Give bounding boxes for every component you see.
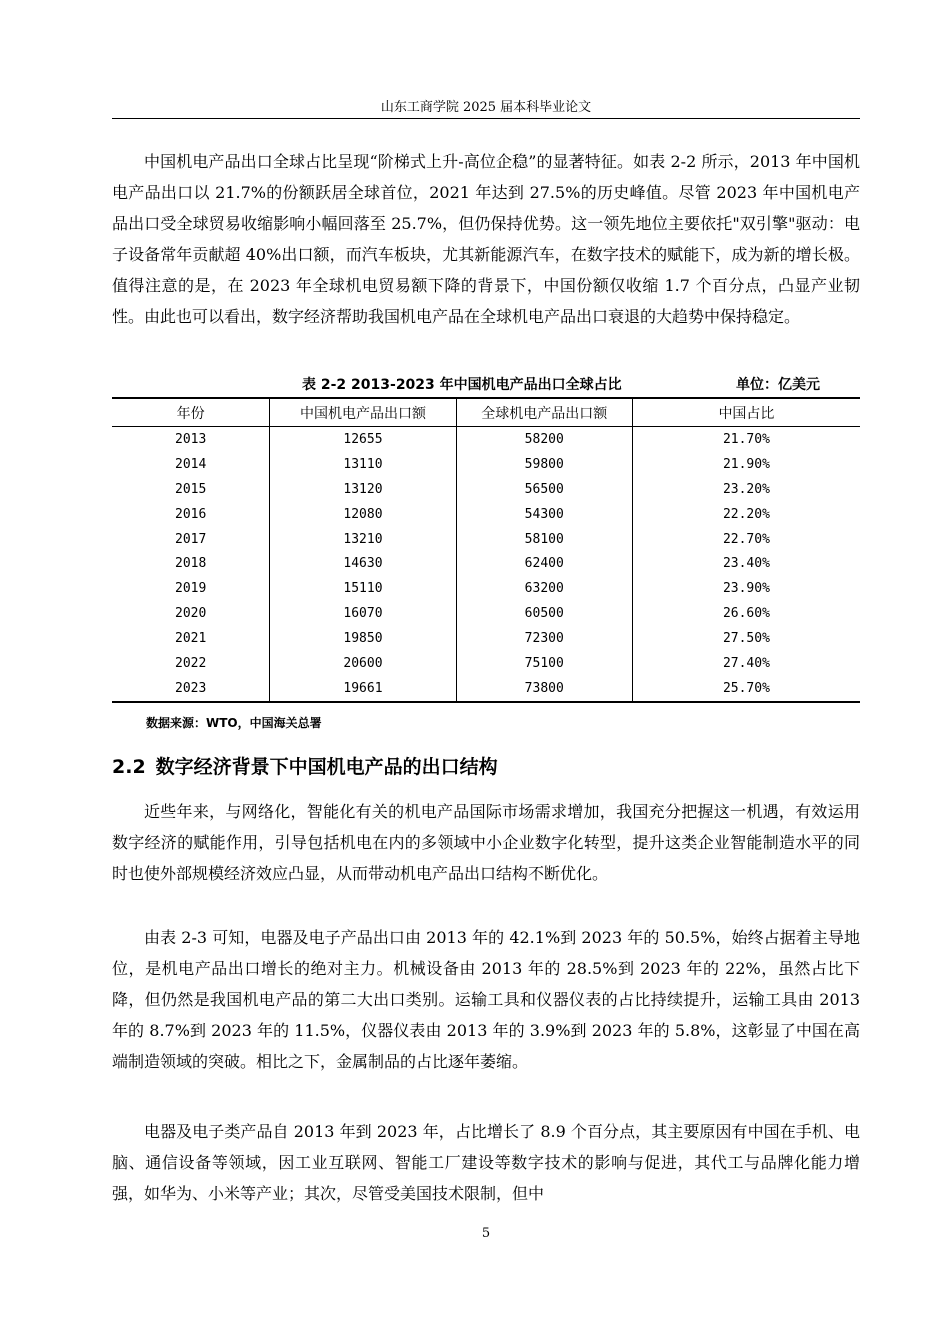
cell-year: 2023	[112, 676, 270, 702]
cell-china-export: 14630	[270, 551, 456, 576]
table-row	[112, 576, 860, 601]
cell-global-export: 58200	[456, 427, 632, 452]
cell-china-share: 25.70%	[632, 676, 860, 702]
cell-china-export: 13110	[270, 452, 456, 477]
paragraph-3: 由表 2-3 可知，电器及电子产品出口由 2013 年的 42.1%到 2023 年的 50.5%，始终占据着主导地位，是机电产品出口增长的绝对主力。机械设备由 2013 年的 28.5%到 2023 年的 22%，虽然占比下降，但仍然是我国机电产品的第二大出口类别。运输工具和仪器仪表的占比持续提升，运输工具由 2013 年的 8.7%到 2023 年的 11.5%，仪器仪表由 2013 年的 3.9%到 2023 年的 5.8%，这彰显了中国在高端制造领域的突破。相比之下，金属制品的占比逐年萎缩。	[112, 928, 860, 1071]
paragraph-2: 近些年来，与网络化，智能化有关的机电产品国际市场需求增加，我国充分把握这一机遇，有效运用数字经济的赋能作用，引导包括机电在内的多领域中小企业数字化转型，提升这类企业智能制造水平的同时也使外部规模经济效应凸显，从而带动机电产品出口结构不断优化。	[112, 802, 860, 883]
cell-china-export: 12080	[270, 502, 456, 527]
cell-year: 2018	[175, 556, 207, 572]
table-caption-title: 表 2-2 2013-2023 年中国机电产品出口全球占比	[302, 377, 622, 393]
cell-year: 2017	[175, 531, 207, 547]
cell-china-share: 21.70%	[632, 427, 860, 452]
header-china-share: 中国占比	[632, 398, 860, 427]
header-china-export: 中国机电产品出口额	[270, 398, 456, 427]
cell-year: 2020	[175, 606, 207, 622]
section-number: 2.2	[112, 756, 146, 778]
table-row	[112, 676, 860, 702]
table-row	[112, 427, 860, 452]
cell-china-export: 13120	[270, 477, 456, 502]
paragraph-4: 电器及电子类产品自 2013 年到 2023 年，占比增长了 8.9 个百分点，其主要原因有中国在手机、电脑、通信设备等领域，因工业互联网、智能工厂建设等数字技术的影响与促进，其代工与品牌化能力增强，如华为、小米等产业；其次，尽管受美国技术限制，但中	[112, 1122, 860, 1203]
table-row	[112, 527, 860, 552]
cell-global-export: 63200	[456, 576, 632, 601]
cell-china-share: 27.40%	[632, 651, 860, 676]
cell-global-export: 62400	[456, 551, 632, 576]
cell-global-export: 56500	[456, 477, 632, 502]
cell-china-export: 16070	[270, 601, 456, 626]
cell-global-export: 73800	[456, 676, 632, 702]
cell-china-share: 22.20%	[632, 502, 860, 527]
section-title: 数字经济背景下中国机电产品的出口结构	[155, 756, 498, 778]
header-year: 年份	[112, 398, 270, 427]
cell-china-export: 19661	[270, 676, 456, 702]
page-number: 5	[481, 1226, 491, 1241]
table-row	[112, 601, 860, 626]
table-row	[112, 551, 860, 576]
table-caption	[112, 372, 860, 394]
cell-china-share: 26.60%	[632, 601, 860, 626]
cell-china-share: 21.90%	[632, 452, 860, 477]
cell-year: 2014	[175, 456, 207, 472]
table-row	[112, 502, 860, 527]
table-row	[112, 651, 860, 676]
cell-year: 2019	[175, 581, 207, 597]
cell-global-export: 54300	[456, 502, 632, 527]
header-rule	[112, 118, 860, 119]
cell-china-export: 15110	[270, 576, 456, 601]
table-header-row	[112, 398, 860, 427]
table-body	[112, 427, 860, 702]
cell-china-share: 23.40%	[632, 551, 860, 576]
cell-china-export: 20600	[270, 651, 456, 676]
cell-global-export: 58100	[456, 527, 632, 552]
table-row	[112, 477, 860, 502]
table-caption-unit: 单位：亿美元	[736, 377, 820, 393]
cell-year: 2013	[175, 431, 207, 447]
cell-global-export: 75100	[456, 651, 632, 676]
paragraph-1: 中国机电产品出口全球占比呈现“阶梯式上升-高位企稳”的显著特征。如表 2-2 所示，2013 年中国机电产品出口以 21.7%的份额跃居全球首位，2021 年达到 27.5%的历史峰值。尽管 2023 年中国机电产品出口受全球贸易收缩影响小幅回落至 25.7%，但仍保持优势。这一领先地位主要依托"双引擎"驱动：电子设备常年贡献超 40%出口额，而汽车板块，尤其新能源汽车，在数字技术的赋能下，成为新的增长极。值得注意的是，在 2023 年全球机电贸易额下降的背景下，中国份额仅收缩 1.7 个百分点，凸显产业韧性。由此也可以看出，数字经济帮助我国机电产品在全球机电产品出口衰退的大趋势中保持稳定。	[112, 152, 860, 326]
cell-year: 2022	[175, 655, 207, 671]
section-heading	[112, 752, 498, 779]
cell-china-share: 23.20%	[632, 477, 860, 502]
cell-china-share: 23.90%	[632, 576, 860, 601]
cell-year: 2015	[175, 481, 207, 497]
cell-year: 2016	[175, 506, 207, 522]
table-row	[112, 626, 860, 651]
cell-china-export: 19850	[270, 626, 456, 651]
cell-china-export: 12655	[270, 427, 456, 452]
data-source-note: 数据来源：WTO，中国海关总署	[146, 716, 322, 730]
cell-china-share: 22.70%	[632, 527, 860, 552]
cell-global-export: 59800	[456, 452, 632, 477]
cell-year: 2021	[175, 631, 207, 647]
running-header: 山东工商学院 2025 届本科毕业论文	[380, 100, 592, 115]
table-row	[112, 452, 860, 477]
cell-global-export: 60500	[456, 601, 632, 626]
header-global-export: 全球机电产品出口额	[456, 398, 632, 427]
cell-china-share: 27.50%	[632, 626, 860, 651]
cell-china-export: 13210	[270, 527, 456, 552]
export-share-table	[112, 397, 860, 703]
cell-global-export: 72300	[456, 626, 632, 651]
